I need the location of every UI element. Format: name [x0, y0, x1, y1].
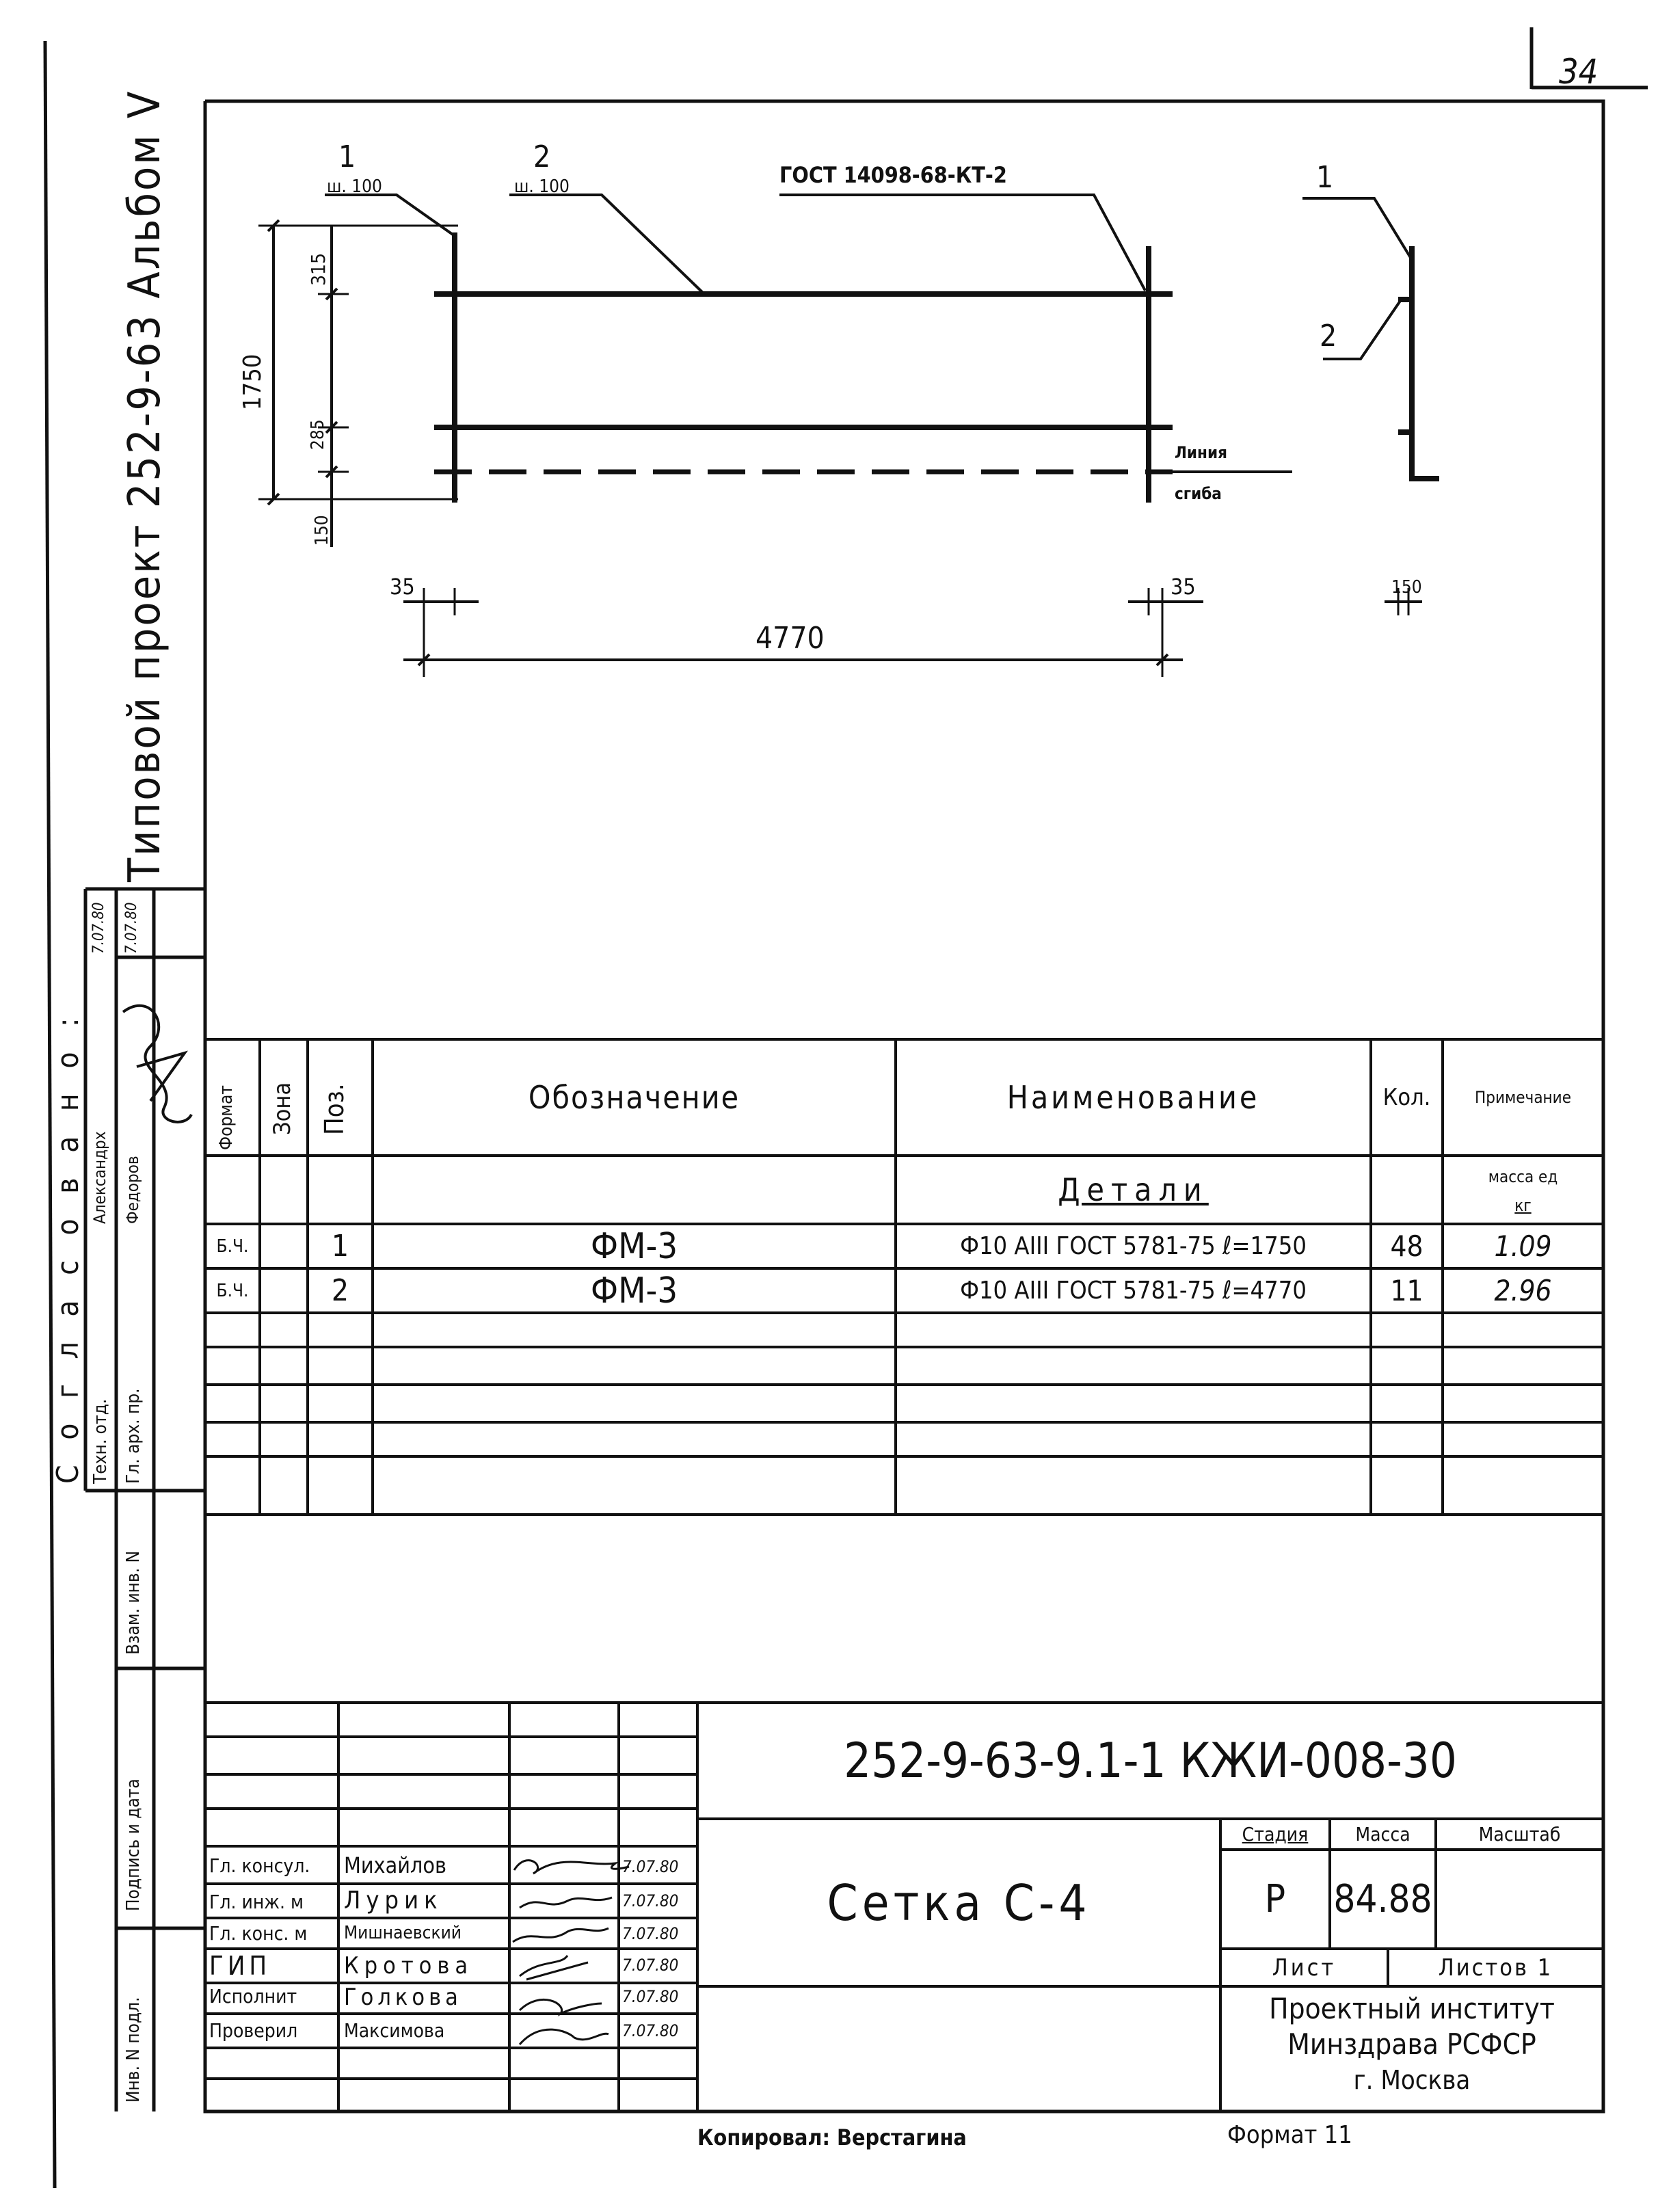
col-name-header: Наименование — [1006, 1079, 1260, 1116]
signer-4-name: Кротова — [344, 1952, 474, 1980]
leader-1-note: ш. 100 — [327, 176, 382, 197]
stamp-inv-original: Инв. N подл. — [123, 1997, 144, 2103]
gost-reference: ГОСТ 14098-68-КТ-2 — [779, 162, 1007, 188]
bend-line-label-2: сгиба — [1175, 484, 1222, 503]
bend-line-label-1: Линия — [1175, 443, 1227, 462]
col-pos-header: Поз. — [319, 1083, 349, 1135]
signer-6-role: Проверил — [209, 2019, 298, 2042]
section-note-1: масса ед — [1488, 1167, 1558, 1186]
col-format-header: Формат — [216, 1085, 237, 1150]
signer-6-date: 7.07.80 — [622, 2021, 679, 2040]
signer-1-name: Михайлов — [344, 1852, 446, 1878]
signatures — [0, 1846, 700, 2051]
signer-1-role: Гл. консул. — [209, 1854, 310, 1877]
dim-height: 1750 — [239, 354, 267, 410]
stage-value: Р — [1264, 1876, 1286, 1921]
signer-3-name: Мишнаевский — [344, 1923, 462, 1943]
dim-top: 315 — [307, 252, 330, 286]
signer-5-role: Исполнит — [209, 1985, 297, 2008]
agreed-date-1: 7.07.80 — [90, 902, 107, 954]
sheet-label: Лист — [1272, 1954, 1337, 1982]
row-1-note: 1.09 — [1494, 1229, 1552, 1263]
agreed-signature-1 — [109, 985, 205, 1149]
agreed-role-1: Техн. отд. — [90, 1398, 111, 1484]
dim-hook: 150 — [1391, 577, 1422, 598]
leader-2-note: ш. 100 — [514, 176, 570, 197]
signer-1-date: 7.07.80 — [622, 1857, 679, 1876]
org-line-1: Проектный институт — [1269, 1992, 1555, 2025]
row-1-pos: 1 — [331, 1228, 349, 1264]
signer-5-name: Голкова — [344, 1984, 462, 2011]
section-title: Детали — [1058, 1171, 1209, 1208]
row-2-pos: 2 — [331, 1272, 349, 1308]
row-1-format: Б.Ч. — [216, 1236, 249, 1257]
row-2-designation: ФМ-3 — [590, 1270, 678, 1311]
copied-by: Копировал: Верстагина — [697, 2124, 967, 2150]
row-1-name: Ф10 АIII ГОСТ 5781-75 ℓ=1750 — [960, 1231, 1307, 1260]
side-view-label-1: 1 — [1316, 160, 1334, 195]
row-2-format: Б.Ч. — [216, 1280, 249, 1301]
signer-3-date: 7.07.80 — [622, 1924, 679, 1943]
org-line-3: г. Москва — [1353, 2065, 1471, 2095]
agreed-name-1: Александрх — [90, 1131, 109, 1224]
agreed-name-2: Федоров — [123, 1156, 142, 1224]
col-designation-header: Обозначение — [528, 1079, 740, 1116]
signer-2-name: Лурик — [344, 1887, 443, 1915]
mass-label: Масса — [1355, 1822, 1411, 1845]
project-title: Типовой проект 252-9-63 Альбом V — [120, 89, 170, 882]
signer-2-role: Гл. инж. м — [209, 1891, 304, 1913]
signer-2-date: 7.07.80 — [622, 1891, 679, 1910]
signer-3-role: Гл. конс. м — [209, 1922, 308, 1945]
agreed-header: С о г л а с о в а н о : — [51, 1009, 85, 1484]
stamp-sign-date: Подпись и дата — [123, 1778, 144, 1911]
signer-4-role: ГИП — [209, 1951, 271, 1981]
signer-4-date: 7.07.80 — [622, 1956, 679, 1975]
row-1-qty: 48 — [1390, 1229, 1423, 1263]
drawing-name: Сетка С-4 — [827, 1874, 1091, 1932]
dim-length: 4770 — [756, 621, 825, 656]
side-view-label-2: 2 — [1320, 319, 1337, 354]
row-2-note: 2.96 — [1494, 1273, 1552, 1307]
sheets-label: Листов 1 — [1438, 1954, 1553, 1982]
col-note-header: Примечание — [1475, 1088, 1571, 1107]
sheet-format: Формат 11 — [1227, 2121, 1352, 2149]
dim-mid: 285 — [308, 419, 328, 450]
agreed-date-2: 7.07.80 — [123, 902, 140, 954]
row-2-name: Ф10 АIII ГОСТ 5781-75 ℓ=4770 — [960, 1276, 1307, 1305]
org-line-2: Минздрава РСФСР — [1287, 2027, 1536, 2061]
scale-label: Масштаб — [1478, 1822, 1561, 1845]
sheet-number: 34 — [1559, 52, 1599, 92]
dim-bottom: 150 — [312, 515, 332, 546]
row-1-designation: ФМ-3 — [590, 1225, 678, 1267]
mass-value: 84.88 — [1333, 1876, 1432, 1921]
stamp-replace-inv: Взам. инв. N — [123, 1551, 144, 1655]
agreed-role-2: Гл. арх. пр. — [123, 1388, 144, 1484]
section-note-2: кг — [1514, 1196, 1532, 1215]
dim-left-offset: 35 — [390, 574, 415, 600]
signer-6-name: Максимова — [344, 2019, 445, 2042]
row-2-qty: 11 — [1390, 1273, 1423, 1307]
col-zone-header: Зона — [269, 1082, 296, 1135]
stage-label: Стадия — [1242, 1822, 1309, 1845]
dim-right-offset: 35 — [1171, 574, 1196, 600]
leader-1-number: 1 — [338, 139, 356, 174]
document-code: 252-9-63-9.1-1 КЖИ-008-30 — [844, 1733, 1457, 1789]
leader-2-number: 2 — [533, 139, 551, 174]
signer-5-date: 7.07.80 — [622, 1987, 679, 2006]
col-qty-header: Кол. — [1382, 1084, 1431, 1111]
